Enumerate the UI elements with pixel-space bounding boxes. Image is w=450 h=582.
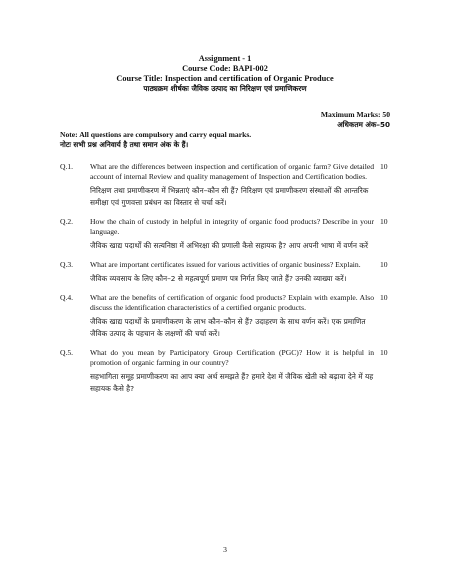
course-title-hindi: पाठ्यक्रम शीर्षकः जैविक उत्पाद का निरिक्षण एवं प्रमाणिकरण xyxy=(143,84,307,93)
maximum-marks-hi: अधिकतम अंक–50 xyxy=(337,120,390,129)
note-en: Note: All questions are compulsory and carry equal marks. xyxy=(60,130,252,139)
question-text-hi: निरिक्षण तथा प्रमाणीकरण में भिन्नताएं कौन–कौन सी हैं? निरिक्षण एवं प्रमाणीकरण संस्थाओं की आन्तरिक समीक्षा एवं गुणवत्ता प्रबंधन का विस्तार से चर्चा करें। xyxy=(90,186,369,207)
question-number: Q.4. xyxy=(60,293,74,302)
question-text-en: What do you mean by Participatory Group Certification (PGC)? How it is helpful in promotion of organic farming in our country? xyxy=(90,348,374,367)
question-4 xyxy=(60,293,390,340)
question-text-en: What are the benefits of certification of organic food products? Explain with example. Also discuss the identification characteristics of a certified organic products. xyxy=(90,293,374,312)
question-number: Q.1. xyxy=(60,162,74,171)
assignment-title: Assignment - 1 xyxy=(198,54,252,63)
question-text-en: How the chain of custody in helpful in integrity of organic food products? Describe in your language. xyxy=(90,217,374,236)
instructions-note xyxy=(60,130,390,149)
question-text-en: What are important certificates issued for various activities of organic business? Explain. xyxy=(90,260,361,269)
note-hi: नोटः सभी प्रश्न अनिवार्य है तथा समान अंक के हैं। xyxy=(60,139,189,149)
question-text-hi: सहभागिता समूह प्रमाणीकरण का आप क्या अर्थ समझते हैं? हमारे देश में जैविक खेती को बढ़ावा देने में यह सहायक कैसे है? xyxy=(90,372,374,393)
question-number: Q.5. xyxy=(60,348,74,357)
question-text-en: What are the differences between inspection and certification of organic farm? Give detailed account of internal Review and quality management of Inspection and Certification bodies. xyxy=(90,162,374,181)
question-list xyxy=(60,162,390,403)
course-code: Course Code: BAPI-002 xyxy=(182,64,268,73)
question-text-hi: जैविक खाद्य पदार्थों की सत्यनिष्ठा में अभिरक्षा की प्रणाली कैसे सहायक है? आप अपनी भाषा में वर्णन करें xyxy=(90,241,368,250)
question-marks: 10 xyxy=(380,217,388,226)
question-1 xyxy=(60,162,390,209)
question-2 xyxy=(60,217,390,252)
question-3 xyxy=(60,260,390,285)
question-number: Q.3. xyxy=(60,260,74,269)
question-number: Q.2. xyxy=(60,217,74,226)
question-5 xyxy=(60,348,390,395)
question-marks: 10 xyxy=(380,260,388,269)
question-marks: 10 xyxy=(380,293,388,302)
question-marks: 10 xyxy=(380,348,388,357)
maximum-marks-en: Maximum Marks: 50 xyxy=(320,110,390,119)
page-number: 3 xyxy=(223,545,227,554)
course-title: Course Title: Inspection and certification of Organic Produce xyxy=(116,74,334,83)
page-header xyxy=(0,54,450,94)
question-text-hi: जैविक खाद्य पदार्थों के प्रमाणीकरण के लाभ कौन–कौन से हैं? उदाहरण के साथ वर्णन करें। एक प्रमाणित जैविक उत्पाद के पहचान के लक्षणों की चर्चा करें। xyxy=(90,317,366,338)
question-marks: 10 xyxy=(380,162,388,171)
maximum-marks xyxy=(321,110,390,130)
question-text-hi: जैविक व्यवसाय के लिए कौन–2 से महत्वपूर्ण प्रमाण पत्र निर्गत किए जाते हैं? उनकी व्याख्या करें। xyxy=(90,274,347,283)
